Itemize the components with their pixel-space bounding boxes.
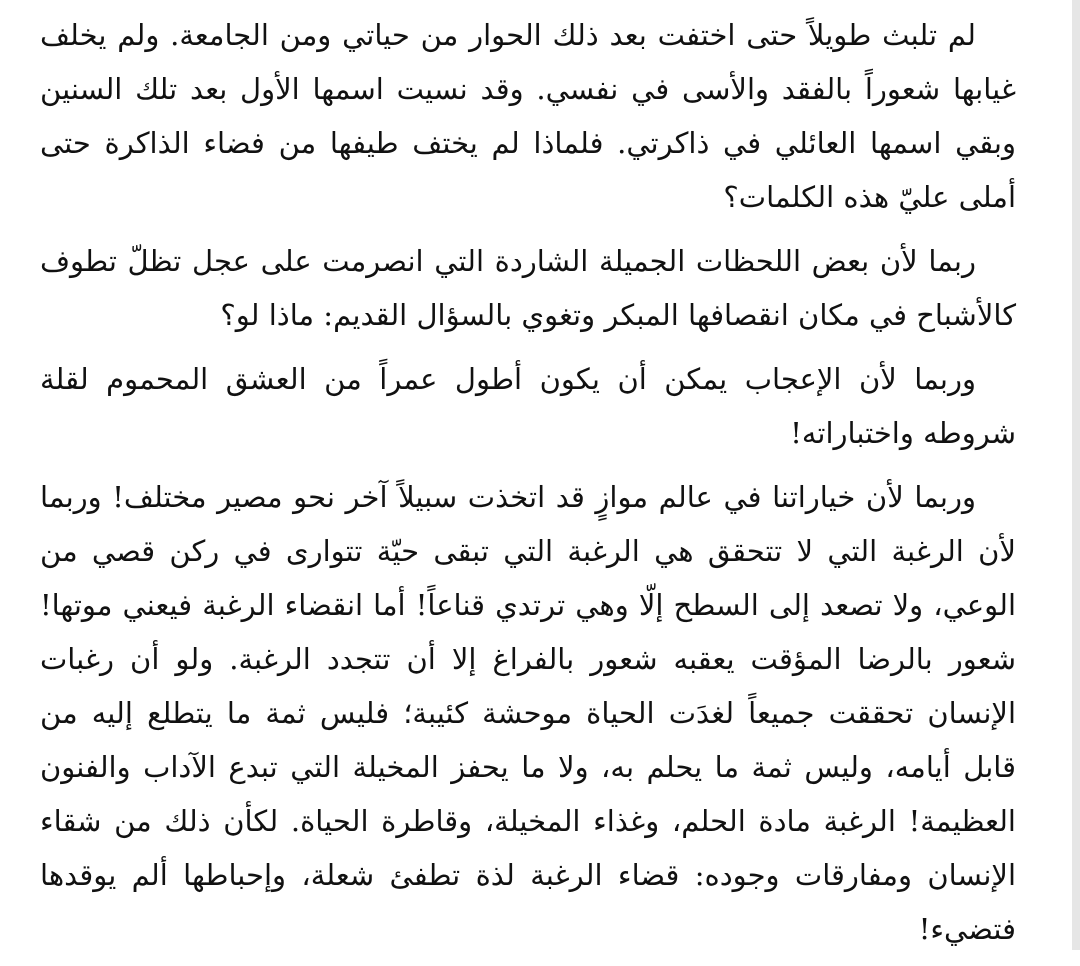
document-body — [40, 8, 1016, 966]
paragraph-2: ربما لأن بعض اللحظات الجميلة الشاردة التي انصرمت على عجل تظلّ تطوف كالأشباح في مكان انقصافها المبكر وتغوي بالسؤال القديم: ماذا لو؟ — [40, 244, 1016, 332]
paragraph-1: لم تلبث طويلاً حتى اختفت بعد ذلك الحوار من حياتي ومن الجامعة. ولم يخلف غيابها شعوراً بالفقد والأسى في نفسي. وقد نسيت اسمها الأول بعد تلك السنين وبقي اسمها العائلي في ذاكرتي. فلماذا لم يختف طيفها من فضاء الذاكرة حتى أملى عليّ هذه الكلمات؟ — [40, 18, 1016, 214]
paragraph-3: وربما لأن الإعجاب يمكن أن يكون أطول عمراً من العشق المحموم لقلة شروطه واختباراته! — [40, 362, 1016, 450]
paragraph-4: وربما لأن خياراتنا في عالم موازٍ قد اتخذت سبيلاً آخر نحو مصير مختلف! وربما لأن الرغبة التي لا تتحقق هي الرغبة التي تبقى حيّة تتوارى في ركن قصي من الوعي، ولا تصعد إلى السطح إلّا وهي ترتدي قناعاً! أما انقضاء الرغبة فيعني موتها! شعور بالرضا المؤقت يعقبه شعور بالفراغ إلا أن تتجدد الرغبة. ولو أن رغبات الإنسان تحققت جميعاً لغدَت الحياة موحشة كئيبة؛ فليس ثمة ما يتطلع إليه من قابل أيامه، وليس ثمة ما يحلم به، ولا ما يحفز المخيلة التي تبدع الآداب والفنون العظيمة! الرغبة مادة الحلم، وغذاء المخيلة، وقاطرة الحياة. لكأن ذلك من شقاء الإنسان ومفارقات وجوده: قضاء الرغبة لذة تطفئ شعلة، وإحباطها ألم يوقدها فتضيء! — [40, 480, 1016, 946]
page-edge — [1072, 0, 1080, 950]
